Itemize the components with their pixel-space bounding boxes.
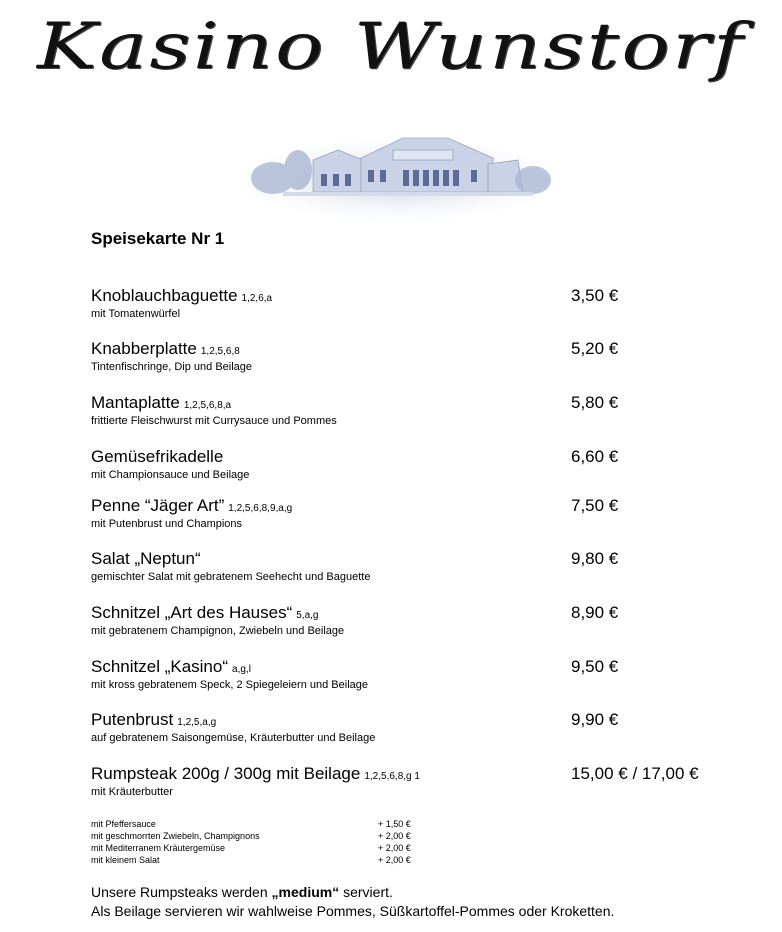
footer-line-2: Als Beilage servieren wir wahlweise Pommes, Süßkartoffel-Pommes oder Kroketten. <box>91 903 615 919</box>
item-description: mit Putenbrust und Champions <box>91 518 243 530</box>
item-description: mit kross gebratenem Speck, 2 Spiegeleiern und Beilage <box>91 679 368 691</box>
extra-row <box>91 830 431 842</box>
menu-item <box>91 496 731 541</box>
extra-name: mit kleinem Salat <box>91 855 160 865</box>
extra-name: mit Pfeffersauce <box>91 819 156 829</box>
menu-title: Speisekarte Nr 1 <box>91 229 225 248</box>
footer-bold: „medium“ <box>271 884 340 900</box>
footer-note <box>91 883 614 921</box>
item-price: 15,00 € / 17,00 € <box>571 764 699 783</box>
menu-item <box>91 447 731 492</box>
footer-text: serviert. <box>339 884 393 900</box>
building-illustration <box>243 130 555 218</box>
item-description: mit gebratenem Champignon, Zwiebeln und Beilage <box>91 625 345 637</box>
item-price: 3,50 € <box>571 286 619 305</box>
item-price: 5,20 € <box>571 339 619 358</box>
item-description: frittierte Fleischwurst mit Currysauce und Pommes <box>91 415 337 427</box>
item-name: Knabberplatte <box>91 339 197 358</box>
item-name: Schnitzel „Kasino“ <box>91 657 229 676</box>
menu-item <box>91 339 731 384</box>
extra-price: + 2,00 € <box>378 831 411 841</box>
item-description: auf gebratenem Saisongemüse, Kräuterbutter und Beilage <box>91 732 376 744</box>
extra-name: mit Mediterranem Kräutergemüse <box>91 843 226 853</box>
item-description: mit Kräuterbutter <box>91 786 173 798</box>
item-allergens: 1,2,5,6,8 <box>200 346 240 357</box>
menu-item <box>91 393 731 438</box>
item-price: 9,80 € <box>571 549 619 568</box>
menu-item <box>91 764 731 809</box>
item-name: Rumpsteak 200g / 300g mit Beilage <box>91 764 361 783</box>
extra-price: + 2,00 € <box>378 843 411 853</box>
item-name: Knoblauchbaguette <box>91 286 238 305</box>
item-description: mit Tomatenwürfel <box>91 308 181 320</box>
item-price: 9,90 € <box>571 710 619 729</box>
item-name: Mantaplatte <box>91 393 180 412</box>
item-price: 9,50 € <box>571 657 619 676</box>
item-allergens: 5,a,g <box>296 610 319 621</box>
item-name: Penne “Jäger Art” <box>91 496 225 515</box>
item-price: 8,90 € <box>571 603 619 622</box>
footer-line-1 <box>91 883 614 902</box>
item-allergens: 1,2,5,6,8,9,a,g <box>228 503 293 514</box>
item-name: Salat „Neptun“ <box>91 549 201 568</box>
menu-item <box>91 710 731 755</box>
extra-price: + 2,00 € <box>378 855 411 865</box>
item-name: Putenbrust <box>91 710 174 729</box>
extra-row <box>91 818 431 830</box>
logo <box>0 0 782 120</box>
item-allergens: a,g,l <box>232 664 251 675</box>
item-description: Tintenfischringe, Dip und Beilage <box>91 361 253 373</box>
item-allergens: 1,2,5,a,g <box>177 717 217 728</box>
item-description: gemischter Salat mit gebratenem Seehecht und Baguette <box>91 571 371 583</box>
menu-item <box>91 286 731 331</box>
item-price: 6,60 € <box>571 447 619 466</box>
logo-text: Kasino Wunstorf <box>37 10 745 84</box>
extra-name: mit geschmorrten Zwiebeln, Champignons <box>91 831 260 841</box>
item-price: 5,80 € <box>571 393 619 412</box>
menu-item <box>91 549 731 594</box>
item-allergens: 1,2,6,a <box>241 293 273 304</box>
item-allergens: 1,2,5,6,8,a <box>183 400 232 411</box>
extra-row <box>91 842 431 854</box>
footer-text: Unsere Rumpsteaks werden <box>91 884 272 900</box>
extra-row <box>91 854 431 866</box>
extra-price: + 1,50 € <box>378 819 411 829</box>
item-name: Gemüsefrikadelle <box>91 447 224 466</box>
item-price: 7,50 € <box>571 496 619 515</box>
menu-item <box>91 657 731 702</box>
menu-item <box>91 603 731 648</box>
extras-list <box>91 818 431 866</box>
item-allergens: 1,2,5,6,8,g 1 <box>364 771 420 782</box>
item-description: mit Championsauce und Beilage <box>91 469 250 481</box>
item-name: Schnitzel „Art des Hauses“ <box>91 603 293 622</box>
